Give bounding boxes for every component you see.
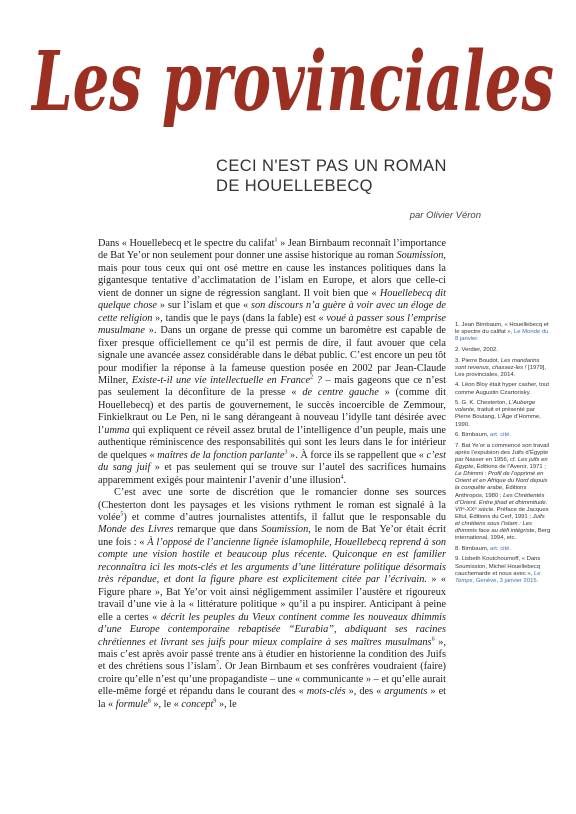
text-run: 8. Birnbaum, — [455, 545, 491, 552]
text-run: 4. Léon Bloy était hyper casher, tout comme Augustin Czartorisky. — [455, 382, 549, 396]
sidenotes — [455, 322, 551, 588]
sidenote — [455, 358, 551, 379]
footnote-ref: 3 — [284, 449, 288, 456]
italic-run: À l’opposé de l’ancienne lignée islamophile, Houellebecq reprend à son compte une vision hostile et beaucoup plus récente. Quiconque en est familier reconnaîtra ici les mots-clés et les arguments d’une littérature politique désormais très répandue, et dont la figure phare est explicitement citée par l’écrivain. — [98, 536, 446, 586]
subtitle-line-1: CECI N'EST PAS UN ROMAN — [216, 157, 447, 175]
italic-run: L’Auberge volante — [455, 400, 536, 414]
footnote-ref: 4 — [340, 474, 344, 481]
italic-run: Soumission — [261, 524, 309, 536]
text-run: ) et comme d’autres journalistes attentifs, il fallut que le responsable du — [123, 511, 446, 523]
text-run: , Berg international, 1994, etc. — [455, 528, 551, 542]
italic-run: Les mandarins sont revenus, chassez-les ! — [455, 357, 540, 371]
italic-run: voué à passer sous l’emprise musulmane — [98, 312, 446, 337]
italic-run: Monde des Livres — [98, 524, 174, 536]
footnote-ref: 5 — [120, 511, 124, 518]
footnote-ref: 8 — [147, 698, 151, 705]
subtitle-line-2: DE HOUELLEBECQ — [216, 177, 373, 195]
text-run: », tandis que le pays (dans la fable) est « — [152, 312, 327, 324]
italic-run: Existe-t-il une vie intellectuelle en France — [131, 374, 311, 386]
text-run: [1979], Les provinciales, 2014. — [455, 364, 547, 378]
footnote-ref: 2 — [310, 374, 314, 381]
text-run: qui expliquent ce réveil assez brutal de l’intelligence d’un peuple, mais une authentique réminiscence des responsabilités qui sont les leurs dans le for intérieur de quelques « — [98, 424, 446, 461]
text-run: 9. Lisbeth Koutchoumoff, « Dans Soumission, Michel Houellebecq cauchemarde et nous avec », — [455, 556, 541, 577]
text-run: », mais c’est après avoir passé trente ans à étudier en historienne la condition des Juifs et des chrétiens sous l’islam — [98, 636, 447, 673]
italic-run: de centre gauche — [302, 387, 379, 399]
italic-run: ? — [313, 374, 322, 386]
italic-run: Les Chrétientés d’Orient. Entre jihad et dhimmitude. VIIᵉ-XXᵉ siècle — [455, 492, 548, 513]
article-body — [98, 238, 446, 711]
reference-link: , Genève, 3 janvier 2015. — [472, 577, 539, 584]
text-run: ». À force ils se rappellent que « — [287, 449, 427, 461]
text-run: », le « — [150, 698, 182, 710]
text-run: C’est avec une sorte de discrétion que le romancier donne ses sources (Chesterton dont les paysages et les visions rythment le roman est signalé à la volée — [98, 487, 446, 523]
text-run: Dans « Houellebecq et le spectre du califat — [98, 238, 275, 249]
italic-run: c’est du sang juif — [98, 449, 446, 474]
italic-run: Les juifs en Égypte — [455, 457, 548, 471]
italic-run: arguments — [384, 686, 428, 698]
text-run: , Éditions Anthropos, 1980 ; — [455, 485, 527, 499]
text-run: . Or Jean Birnbaum et ses confrères voudraient (faire) croire qu’elle n’est qu’une propagandiste – une « communicante » – et qu’elle aurait elle-même forgé et répandu dans le courant des « — [98, 661, 446, 698]
text-run: 2. Verdier, 2002. — [455, 346, 498, 353]
sidenote — [455, 443, 551, 542]
text-run: » « Figure phare », Bat Ye’or voit ainsi négligemment assimiler l’austère et rigoureux travail d’une vie à la « littérature politique » qu’il a pu inspirer. Anticipant à peine elle a certes « — [98, 574, 446, 623]
reference-link: Le Monde du 8 janvier. — [455, 329, 549, 343]
text-run: , Éditions de l’Avenir, 1971 ; — [473, 464, 546, 471]
footnote-ref: 7 — [216, 660, 220, 667]
text-run: – mais gageons que ce n’est pas seulement la déconfiture de la presse « — [98, 374, 446, 399]
author-byline: par Olivier Véron — [409, 210, 481, 221]
italic-run: concept — [181, 698, 214, 710]
italic-run: formule — [115, 698, 148, 710]
text-run: , le nom de Bat Ye’or était écrit une fois : « — [98, 524, 447, 548]
sidenote — [455, 400, 551, 428]
text-run: , mais pour tous ceux qui ont osé mettre en cause les instances politiques dans la gigantesque tentative d’acclimatation de l’islam en Europe, et alors que celle-ci vient de donner un signe de régression sanglant. Il voit bien que « — [98, 250, 446, 299]
text-run: », des « — [345, 686, 385, 698]
sidenote — [455, 347, 551, 354]
sidenote — [455, 432, 551, 439]
footnote-ref: 9 — [213, 698, 217, 705]
italic-run: Soumission — [396, 250, 444, 262]
sidenote — [455, 556, 551, 584]
italic-run: Juifs et chrétiens sous l’islam : Les dhimmis face au défi intégriste — [455, 513, 545, 534]
italic-run: maîtres de la fonction parlante — [157, 449, 285, 461]
text-run: . Préface de Jacques Ellul, Éditions du Cerf, 1991 ; — [455, 506, 549, 520]
text-run: . — [343, 474, 347, 486]
text-run: 5. G. K. Chesterton, — [455, 400, 509, 407]
text-run: », le — [216, 698, 237, 710]
paragraph-2 — [98, 487, 446, 711]
text-run: » sur l’islam et que « — [156, 300, 251, 312]
text-run: » Jean Birnbaum reconnaît l’importance de Bat Ye’or non seulement pour donner une assise historique au roman — [98, 238, 446, 262]
footnote-ref: 6 — [431, 636, 435, 643]
page-title: Les provinciales — [30, 34, 555, 130]
italic-run: mots-clés — [306, 686, 346, 698]
text-run: 3. Pierre Boudot, — [455, 357, 501, 364]
masthead-title — [28, 24, 558, 132]
italic-run: son discours n’a guère à voir avec un éloge de cette religion — [98, 300, 446, 324]
footnote-ref: 1 — [274, 237, 278, 244]
text-run: 1. Jean Birnbaum, « Houellebecq et le spectre du califat », — [455, 322, 549, 336]
text-run: » et la « — [98, 686, 446, 710]
reference-link: Le Temps — [455, 570, 541, 584]
sidenote — [455, 382, 551, 396]
text-run: ». Dans un organe de presse qui comme un baromètre est capable de fixer presque officiellement ce qu’il est permis de dire, il faut avouer que cela signale une avancée assez considérable dans le débat public. C’est encore un peu tôt pour modifier la réponse à la fameuse question posée en 2002 par Jean-Claude Milner, — [98, 325, 446, 386]
text-run: » et pas seulement qui se trouve sur l’autel des sacrifices humains apparemment exigés pour maintenir l’avenir d’une illusion — [98, 462, 446, 486]
text-run: 7. Bat Ye’or a commencé son travail après l’expulsion des Juifs d’Égypte par Nasser en 1956, cf. — [455, 442, 549, 464]
text-run: remarque que dans — [173, 524, 262, 536]
sidenote — [455, 322, 551, 343]
reference-link: art. cité. — [490, 545, 511, 552]
text-run: , traduit et présenté par Pierre Boutang, L’Âge d’Homme, 1990. — [455, 407, 541, 428]
italic-run: Houellebecq dit quelque chose — [98, 287, 446, 312]
sidenote — [455, 546, 551, 553]
italic-run: décrit les peuples du Vieux continent comme les nouveaux dhimmis d’une Europe contemporaine rebaptisée “Eurabia”, abdiquant ses racines chrétiennes et livrant ses juifs pour mieux complaire à ses maîtres musulmans — [98, 611, 446, 648]
reference-link: art. cité. — [490, 432, 511, 439]
italic-run: umma — [104, 424, 130, 436]
text-run: 6. Birnbaum, — [455, 432, 491, 439]
paragraph-1 — [98, 238, 446, 487]
article-subtitle — [216, 156, 536, 196]
text-run: » (comme dit Houellebecq) et des partis de gouvernement, le succès incoercible de Zemmour, Finkielkraut ou Le Pen, ni le sang dérangeant à nouveau l’idylle tant désirée avec l’ — [98, 387, 446, 436]
italic-run: Le Dhimmi : Profil de l’opprimé en Orient et en Afrique du Nord depuis la conquête arabe — [455, 471, 548, 492]
